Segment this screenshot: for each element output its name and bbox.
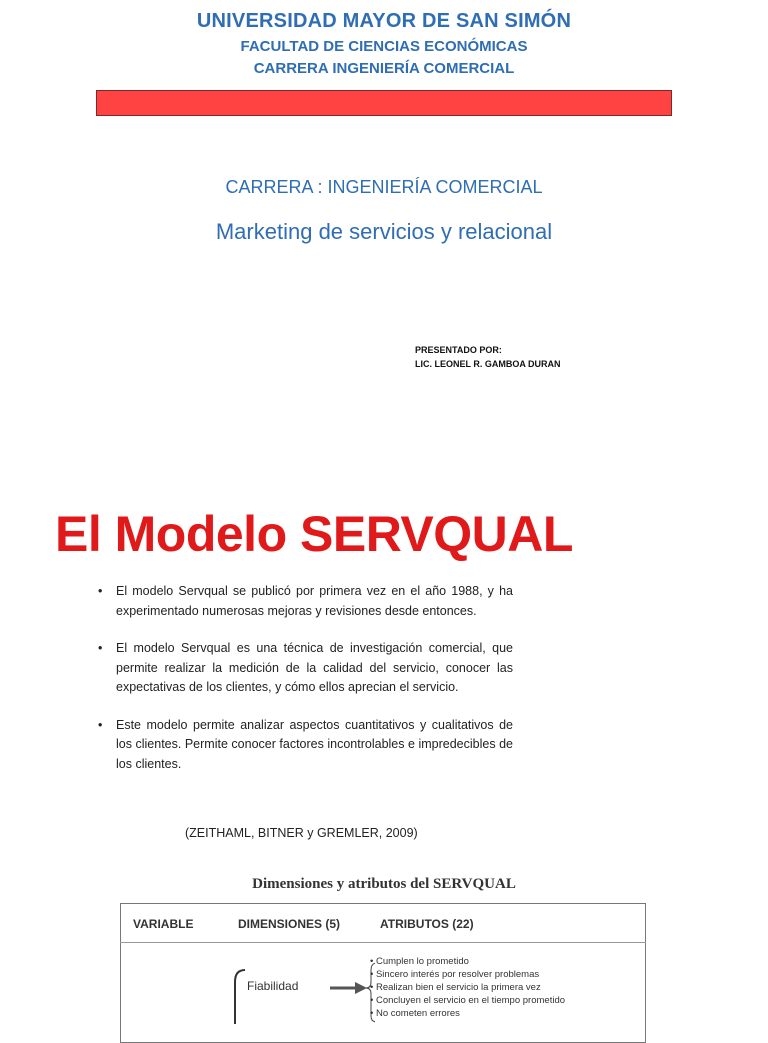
bullet-item xyxy=(98,582,513,621)
bullet-icon: • xyxy=(98,641,103,655)
bullet-text: El modelo Servqual se publicó por primera vez en el año 1988, y ha experimentado numerosas mejoras y revisiones desde entonces. xyxy=(116,584,513,618)
bullet-item xyxy=(98,639,513,698)
bullet-list xyxy=(98,582,513,792)
university-name: UNIVERSIDAD MAYOR DE SAN SIMÓN xyxy=(196,10,572,32)
attribute-item: • Cumplen lo prometido xyxy=(370,956,469,967)
table-header-row xyxy=(120,903,646,943)
header-dimensiones: DIMENSIONES (5) xyxy=(238,917,341,931)
career-name: CARRERA INGENIERÍA COMERCIAL xyxy=(253,60,515,77)
table-title: Dimensiones y atributos del SERVQUAL xyxy=(252,876,516,892)
attribute-item: • Sincero interés por resolver problemas xyxy=(370,969,540,980)
presenter-block xyxy=(415,343,561,371)
course-title: Marketing de servicios y relacional xyxy=(215,219,553,244)
carrera-line: CARRERA : INGENIERÍA COMERCIAL xyxy=(225,177,543,197)
bullet-item xyxy=(98,716,513,775)
faculty-name: FACULTAD DE CIENCIAS ECONÓMICAS xyxy=(240,38,528,55)
attribute-item: • Concluyen el servicio en el tiempo prometido xyxy=(370,995,566,1006)
presenter-name: LIC. LEONEL R. GAMBOA DURAN xyxy=(415,359,561,369)
bullet-text: El modelo Servqual es una técnica de investigación comercial, que permite realizar la medición de la calidad del servicio, conocer las expectativas de los clientes, y cómo ellos aprecian el servicio. xyxy=(116,641,513,694)
arrow-right-icon xyxy=(330,982,367,994)
header-variable: VARIABLE xyxy=(133,917,194,931)
red-divider-bar xyxy=(96,90,672,116)
attribute-list xyxy=(370,955,565,1020)
bullet-icon: • xyxy=(98,717,103,732)
bullet-text: Este modelo permite analizar aspectos cuantitativos y cualitativos de los clientes. Permite conocer factores incontrolables e impredecibles de los clientes. xyxy=(116,717,513,771)
header-atributos: ATRIBUTOS (22) xyxy=(380,917,474,931)
bullet-icon: • xyxy=(98,584,103,598)
slide-title: El Modelo SERVQUAL xyxy=(55,506,573,562)
attribute-item: • No cometen errores xyxy=(370,1008,460,1019)
presented-by-label: PRESENTADO POR: xyxy=(415,345,502,355)
dimension-brace xyxy=(235,970,245,1024)
attribute-item: • Realizan bien el servicio la primera vez xyxy=(370,982,541,993)
dimension-fiabilidad: Fiabilidad xyxy=(247,979,299,993)
citation: (ZEITHAML, BITNER y GREMLER, 2009) xyxy=(185,826,418,840)
